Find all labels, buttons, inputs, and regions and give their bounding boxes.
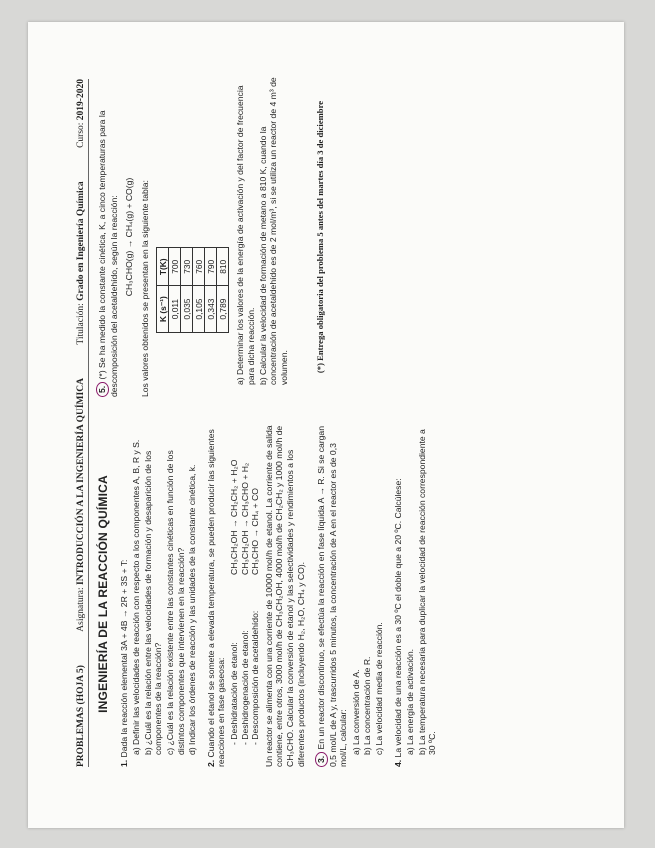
problem-5 xyxy=(96,77,289,397)
table-cell: 0,789 xyxy=(217,286,229,333)
table-cell: 730 xyxy=(181,248,193,286)
rate-constant-table xyxy=(156,247,229,333)
problem-1-stem: Dada la reacción elemental 3A + 4B → 2R + 3S + T: xyxy=(118,559,129,758)
left-column xyxy=(96,421,439,767)
problem-5-equation: CH₃CHO(g) → CH₄(g) + CO(g) xyxy=(124,177,135,297)
problem-4-stem: La velocidad de una reacción es a 30 ºC el doble que a 20 ºC. Calcúlese: xyxy=(392,478,403,758)
problem-4-a: a) La energía de activación. xyxy=(405,648,416,755)
page-title: INGENIERÍA DE LA REACCIÓN QUÍMICA xyxy=(96,475,110,713)
page-header xyxy=(64,79,89,767)
problem-4-number: 4. xyxy=(392,759,403,767)
problem-3 xyxy=(315,421,385,767)
problem-2-stem: Cuando el etanol se somete a elevada temperatura, se pueden producir las siguientes reacciones en fase gaseosa: xyxy=(205,429,227,767)
problem-5-number-circled: 5. xyxy=(96,382,109,397)
table-intro: Los valores obtenidos se presentan en la siguiente tabla: xyxy=(139,180,150,397)
table-row xyxy=(193,248,205,333)
right-column xyxy=(96,77,326,397)
table-cell: 810 xyxy=(217,248,229,286)
problem-1 xyxy=(119,421,198,767)
table-row xyxy=(169,248,181,333)
problem-3-c: c) La velocidad media de reacción. xyxy=(374,622,385,755)
problem-1-b: b) ¿Cuál es la relación entre las velocidades de formación y desaparición de los componentes de la reacción? xyxy=(142,450,164,755)
reaction-2: - Deshidrogenación de etanol: CH₃CH₂OH → CH₃CHO + H₂ xyxy=(239,462,250,745)
problem-1-d: d) Indicar los órdenes de reacción y las unidades de la constante cinética, k. xyxy=(187,464,198,755)
problem-4 xyxy=(393,421,438,767)
degree: Titulación: Grado en Ingeniería Química xyxy=(76,181,86,345)
table-cell: 0,035 xyxy=(181,286,193,333)
sheet-title: PROBLEMAS (HOJA 5) xyxy=(76,665,86,767)
problem-1-number: 1. xyxy=(118,759,129,767)
problem-3-a: a) La conversión de A. xyxy=(350,669,361,755)
problem-2 xyxy=(206,421,306,767)
problem-3-b: b) La concentración de R. xyxy=(362,656,373,755)
problem-5-b: b) Calcular la velocidad de formación de metano a 810 K, cuando la concentración de acetaldehído es de 2 mol/m³, si se utiliza un reactor de 4 m³ de volumen. xyxy=(257,77,289,385)
table-header-cell: K (s⁻¹) xyxy=(157,286,169,333)
subject: Asignatura: INTRODUCCIÓN A LA INGENIERÍA QUÍMICA xyxy=(76,378,86,632)
problem-3-number-circled: 3. xyxy=(315,752,328,767)
reaction-1: - Deshidratación de etanol: CH₃CH₂OH → CH₂CH₂ + H₂O xyxy=(228,459,239,745)
table-row xyxy=(181,248,193,333)
course-year: Curso: 2019-2020 xyxy=(76,79,86,148)
table-row xyxy=(217,248,229,333)
table-row xyxy=(205,248,217,333)
problem-1-c: c) ¿Cuál es la relación existente entre las constantes cinéticas en función de los distintos componentes que intervienen en la reacción? xyxy=(164,450,186,755)
table-cell: 0,011 xyxy=(169,286,181,333)
problem-4-b: b) La temperatura necesaria para duplicar la velocidad de reacción correspondiente a 30 ºC. xyxy=(416,429,438,755)
table-cell: 0,343 xyxy=(205,286,217,333)
problem-3-stem: En un reactor discontinuo, se efectúa la reacción en fase líquida A → R. Si se cargan 0,5 mol/L de A y, trascurridos 5 minutos, la concentración de A en el reactor es de 0,3 mol/L, calcular: xyxy=(316,426,349,767)
scanned-page xyxy=(28,22,624,828)
table-cell: 700 xyxy=(169,248,181,286)
problem-5-stem: Se ha medido la constante cinética, K, a cinco temperaturas para la descomposición del acetaldehído, según la reacción: xyxy=(97,110,119,397)
table-header-cell: T(K) xyxy=(157,248,169,286)
table-cell: 790 xyxy=(205,248,217,286)
problem-1-a: a) Definir las velocidades de reacción con respecto a los componentes A, B, R y S. xyxy=(131,439,142,755)
problem-5-a: a) Determinar los valores de la energía de activación y del factor de frecuencia para dicha reacción. xyxy=(235,85,256,385)
reaction-3: - Descomposición de acetaldehído: CH₃CHO → CH₄ + CO xyxy=(250,488,261,745)
problem-2-number: 2. xyxy=(205,759,216,767)
table-cell: 0,105 xyxy=(193,286,205,333)
rotated-page-content xyxy=(52,55,600,795)
problem-2-body: Un reactor se alimenta con una corriente de 10000 mol/h de etanol. La corriente de salida contiene, entre otros, 3000 mol/h de CH₃CH₂OH, 4000 mol/h de CH₂CH₂ y 1000 mol/h de CH₃CHO. Calcular la conversión de etanol y las selectividades y rendimientos a los diferentes productos (incluyendo H₂, H₂O, CH₄ y CO). xyxy=(263,425,306,767)
problem-5-mark: (*) xyxy=(97,370,107,380)
table-cell: 760 xyxy=(193,248,205,286)
footnote: (*) Entrega obligatoria del problema 5 antes del martes día 3 de diciembre xyxy=(315,100,326,374)
